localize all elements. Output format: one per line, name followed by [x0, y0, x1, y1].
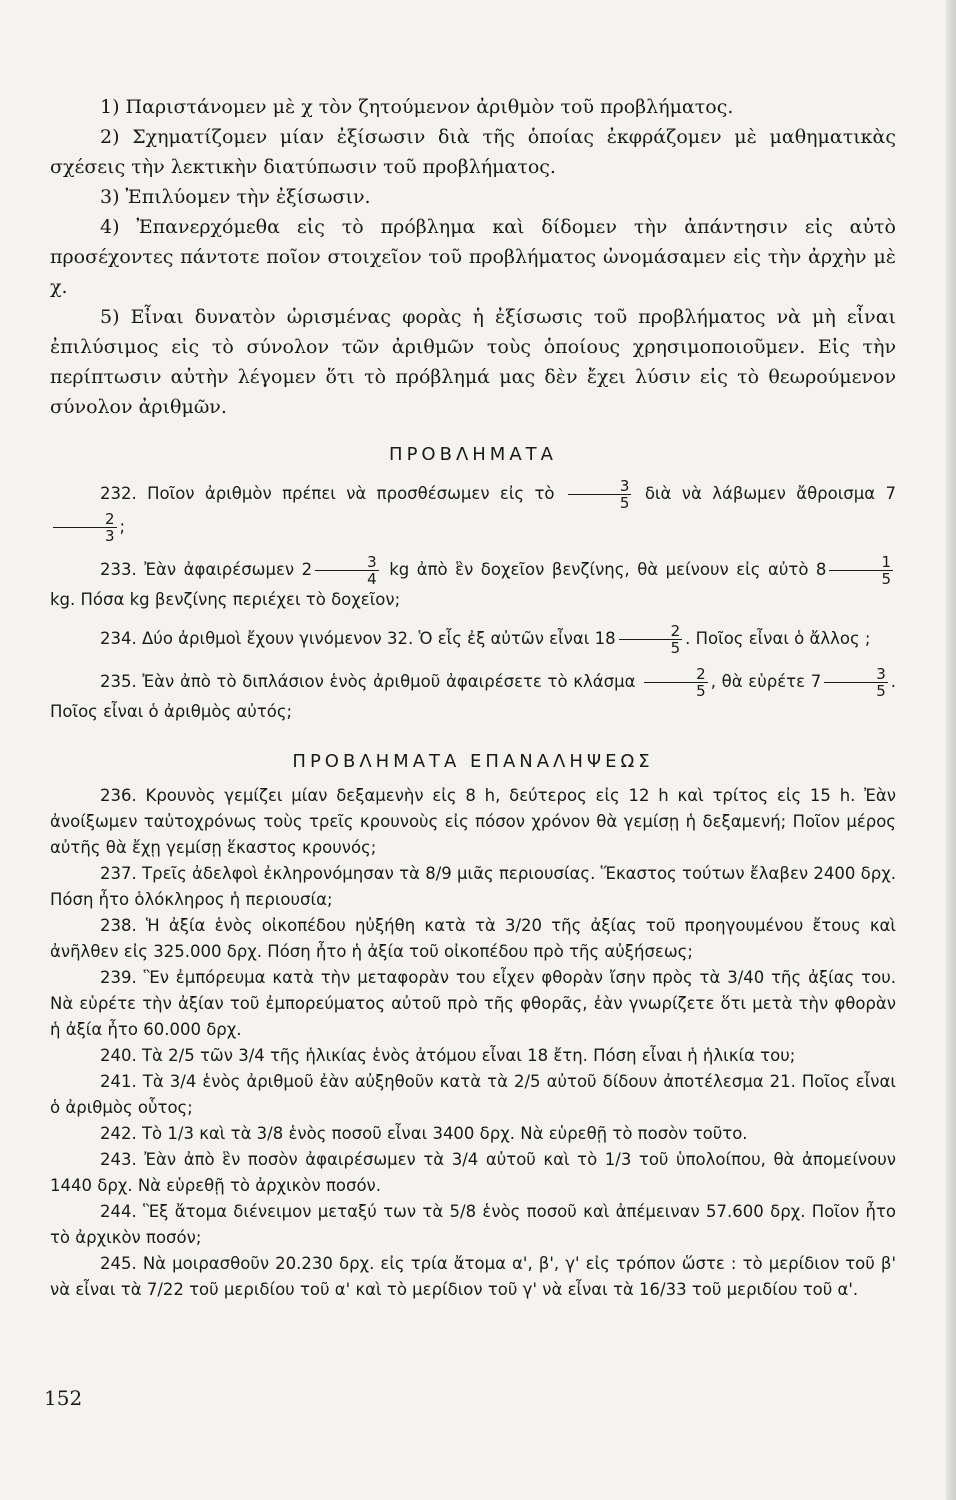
fraction: [568, 478, 632, 511]
section-heading-review-problems: ΠΡΟΒΛΗΜΑΤΑ ΕΠΑΝΑΛΗΨΕΩΣ: [292, 751, 654, 772]
fraction-numerator: 1: [829, 554, 893, 571]
fraction-numerator: 2: [53, 511, 117, 528]
fraction-denominator: 5: [881, 570, 891, 588]
problem-239: 239. Ἓν ἐμπόρευμα κατὰ τὴν μεταφορὰν του εἶχεν φθορὰν ἴσην πρὸς τὰ 3/40 τῆς ἀξίας του. Νὰ εὑρέτε τὴν ἀξίαν τοῦ ἐμπορεύματος αὐτοῦ πρὸ τῆς φθορᾶς, ἐὰν γνωρίζετε ὅτι μετὰ τὴν φθορὰν ἡ ἀξία ἦτο 60.000 δρχ.: [50, 968, 896, 1039]
problem-235: [50, 666, 896, 725]
problems-section: [50, 478, 896, 725]
fraction-denominator: 3: [105, 527, 115, 545]
problem-242: 242. Τὸ 1/3 καὶ τὰ 3/8 ἑνὸς ποσοῦ εἶναι 3400 δρχ. Νὰ εὑρεθῇ τὸ ποσὸν τοῦτο.: [100, 1124, 748, 1143]
fraction-denominator: 4: [367, 570, 377, 588]
fraction: [315, 554, 379, 587]
problem-234-text-a: 234. Δύο ἀριθμοὶ ἔχουν γινόμενον 32. Ὁ εἷς ἐξ αὐτῶν εἶναι 18: [100, 629, 616, 648]
problem-233-text-a: 233. Ἐὰν ἀφαιρέσωμεν 2: [100, 560, 313, 579]
problem-233-text-c: kg. Πόσα kg βενζίνης περιέχει τὸ δοχεῖον;: [50, 590, 401, 609]
problem-244: 244. Ἓξ ἄτομα διένειμον μεταξύ των τὰ 5/8 ἑνὸς ποσοῦ καὶ ἀπέμειναν 57.600 δρχ. Ποῖον ἦτο τὸ ἀρχικὸν ποσόν;: [50, 1202, 896, 1247]
problem-232-text-c: ;: [119, 517, 126, 536]
problem-235-text-b: , θὰ εὑρέτε 7: [710, 672, 822, 691]
problem-236: 236. Κρουνὸς γεμίζει μίαν δεξαμενὴν εἰς 8 h, δεύτερος εἰς 12 h καὶ τρίτος εἰς 15 h. Ἐὰν ἀνοίξωμεν ταὐτοχρόνως τοὺς τρεῖς κρουνοὺς εἰς πόσον χρόνον θὰ γεμίσῃ ἡ δεξαμενή; Ποῖον μέρος αὐτῆς θὰ ἔχῃ γεμίσῃ ἕκαστος κρουνός;: [50, 786, 896, 857]
problem-234: [50, 623, 896, 656]
step-4: 4) Ἐπανερχόμεθα εἰς τὸ πρόβλημα καὶ δίδομεν τὴν ἀπάντησιν εἰς αὐτὸ προσέχοντες πάντοτε ποῖον στοιχεῖον τοῦ προβλήματος ὠνομάσαμεν εἰς τὴν ἀρχὴν μὲ χ.: [50, 216, 896, 298]
page-edge: [946, 0, 956, 1500]
problem-245: 245. Νὰ μοιρασθοῦν 20.230 δρχ. εἰς τρία ἄτομα α', β', γ' εἰς τρόπον ὥστε : τὸ μερίδιον τοῦ β' νὰ εἶναι τὰ 7/22 τοῦ μεριδίου τοῦ α' καὶ τὸ μερίδιον τοῦ γ' νὰ εἶναι τὰ 16/33 τοῦ μεριδίου τοῦ α'.: [50, 1254, 896, 1299]
fraction: [619, 623, 683, 656]
problem-235-text-c: . Ποῖος εἶναι ὁ ἀριθμὸς αὐτός;: [50, 672, 896, 721]
intro-steps: [50, 92, 896, 422]
problem-232-text-a: 232. Ποῖον ἀριθμὸν πρέπει νὰ προσθέσωμεν εἰς τὸ: [100, 484, 555, 503]
step-3: 3) Ἐπιλύομεν τὴν ἐξίσωσιν.: [100, 186, 371, 208]
fraction-denominator: 5: [876, 682, 886, 700]
step-5: 5) Εἶναι δυνατὸν ὡρισμένας φορὰς ἡ ἐξίσωσις τοῦ προβλήματος νὰ μὴ εἶναι ἐπιλύσιμος εἰς τὸ σύνολον τῶν ἀριθμῶν τοὺς ὁποίους χρησιμοποιοῦμεν. Εἰς τὴν περίπτωσιν αὐτὴν λέγομεν ὅτι τὸ πρόβλημά μας δὲν ἔχει λύσιν εἰς τὸ θεωρούμενον σύνολον ἀριθμῶν.: [50, 306, 896, 418]
problem-232-text-b: διὰ νὰ λάβωμεν ἄθροισμα 7: [644, 484, 897, 503]
fraction-denominator: 5: [696, 682, 706, 700]
fraction-denominator: 5: [619, 494, 630, 512]
fraction-numerator: 3: [315, 554, 379, 571]
problem-233-text-b: kg ἀπὸ ἓν δοχεῖον βενζίνης, θὰ μείνουν εἰς αὐτὸ 8: [389, 560, 827, 579]
page-number: 152: [44, 1386, 83, 1410]
problem-233: [50, 554, 896, 613]
problem-235-text-a: 235. Ἐὰν ἀπὸ τὸ διπλάσιον ἑνὸς ἀριθμοῦ ἀφαιρέσετε τὸ κλάσμα: [100, 672, 636, 691]
fraction-numerator: 3: [824, 666, 888, 683]
problem-243: 243. Ἐὰν ἀπὸ ἓν ποσὸν ἀφαιρέσωμεν τὰ 3/4 αὐτοῦ καὶ τὸ 1/3 τοῦ ὑπολοίπου, θὰ ἀπομείνουν 1440 δρχ. Νὰ εὑρεθῇ τὸ ἀρχικὸν ποσόν.: [50, 1150, 896, 1195]
fraction: [644, 666, 708, 699]
step-2: 2) Σχηματίζομεν μίαν ἐξίσωσιν διὰ τῆς ὁποίας ἐκφράζομεν μὲ μαθηματικὰς σχέσεις τὴν λεκτικὴν διατύπωσιν τοῦ προβλήματος.: [50, 126, 896, 178]
problem-232: [50, 478, 896, 544]
problem-234-text-b: . Ποῖος εἶναι ὁ ἄλλος ;: [685, 629, 871, 648]
problem-241: 241. Τὰ 3/4 ἑνὸς ἀριθμοῦ ἐὰν αὐξηθοῦν κατὰ τὰ 2/5 αὐτοῦ δίδουν ἀποτέλεσμα 21. Ποῖος εἶναι ὁ ἀριθμὸς οὗτος;: [50, 1072, 896, 1117]
fraction-numerator: 2: [644, 666, 708, 683]
review-problems-section: [50, 783, 896, 1303]
step-1: 1) Παριστάνομεν μὲ χ τὸν ζητούμενον ἀριθμὸν τοῦ προβλήματος.: [100, 96, 734, 118]
problem-238: 238. Ἡ ἀξία ἑνὸς οἰκοπέδου ηὐξήθη κατὰ τὰ 3/20 τῆς ἀξίας τοῦ προηγουμένου ἔτους καὶ ἀνῆλθεν εἰς 325.000 δρχ. Πόση ἦτο ἡ ἀξία τοῦ οἰκοπέδου πρὸ τῆς αὐξήσεως;: [50, 916, 896, 961]
fraction-numerator: 3: [568, 478, 632, 495]
fraction: [824, 666, 888, 699]
problem-237: 237. Τρεῖς ἀδελφοὶ ἐκληρονόμησαν τὰ 8/9 μιᾶς περιουσίας. Ἕκαστος τούτων ἔλαβεν 2400 δρχ. Πόση ἦτο ὁλόκληρος ἡ περιουσία;: [50, 864, 896, 909]
fraction-denominator: 5: [670, 639, 681, 657]
section-heading-problems: ΠΡΟΒΛΗΜΑΤΑ: [389, 444, 557, 465]
fraction: [829, 554, 893, 587]
page-body: [50, 92, 896, 1303]
fraction-numerator: 2: [619, 623, 683, 640]
problem-240: 240. Τὰ 2/5 τῶν 3/4 τῆς ἡλικίας ἑνὸς ἀτόμου εἶναι 18 ἔτη. Πόση εἶναι ἡ ἡλικία του;: [100, 1046, 796, 1065]
fraction: [53, 511, 117, 544]
